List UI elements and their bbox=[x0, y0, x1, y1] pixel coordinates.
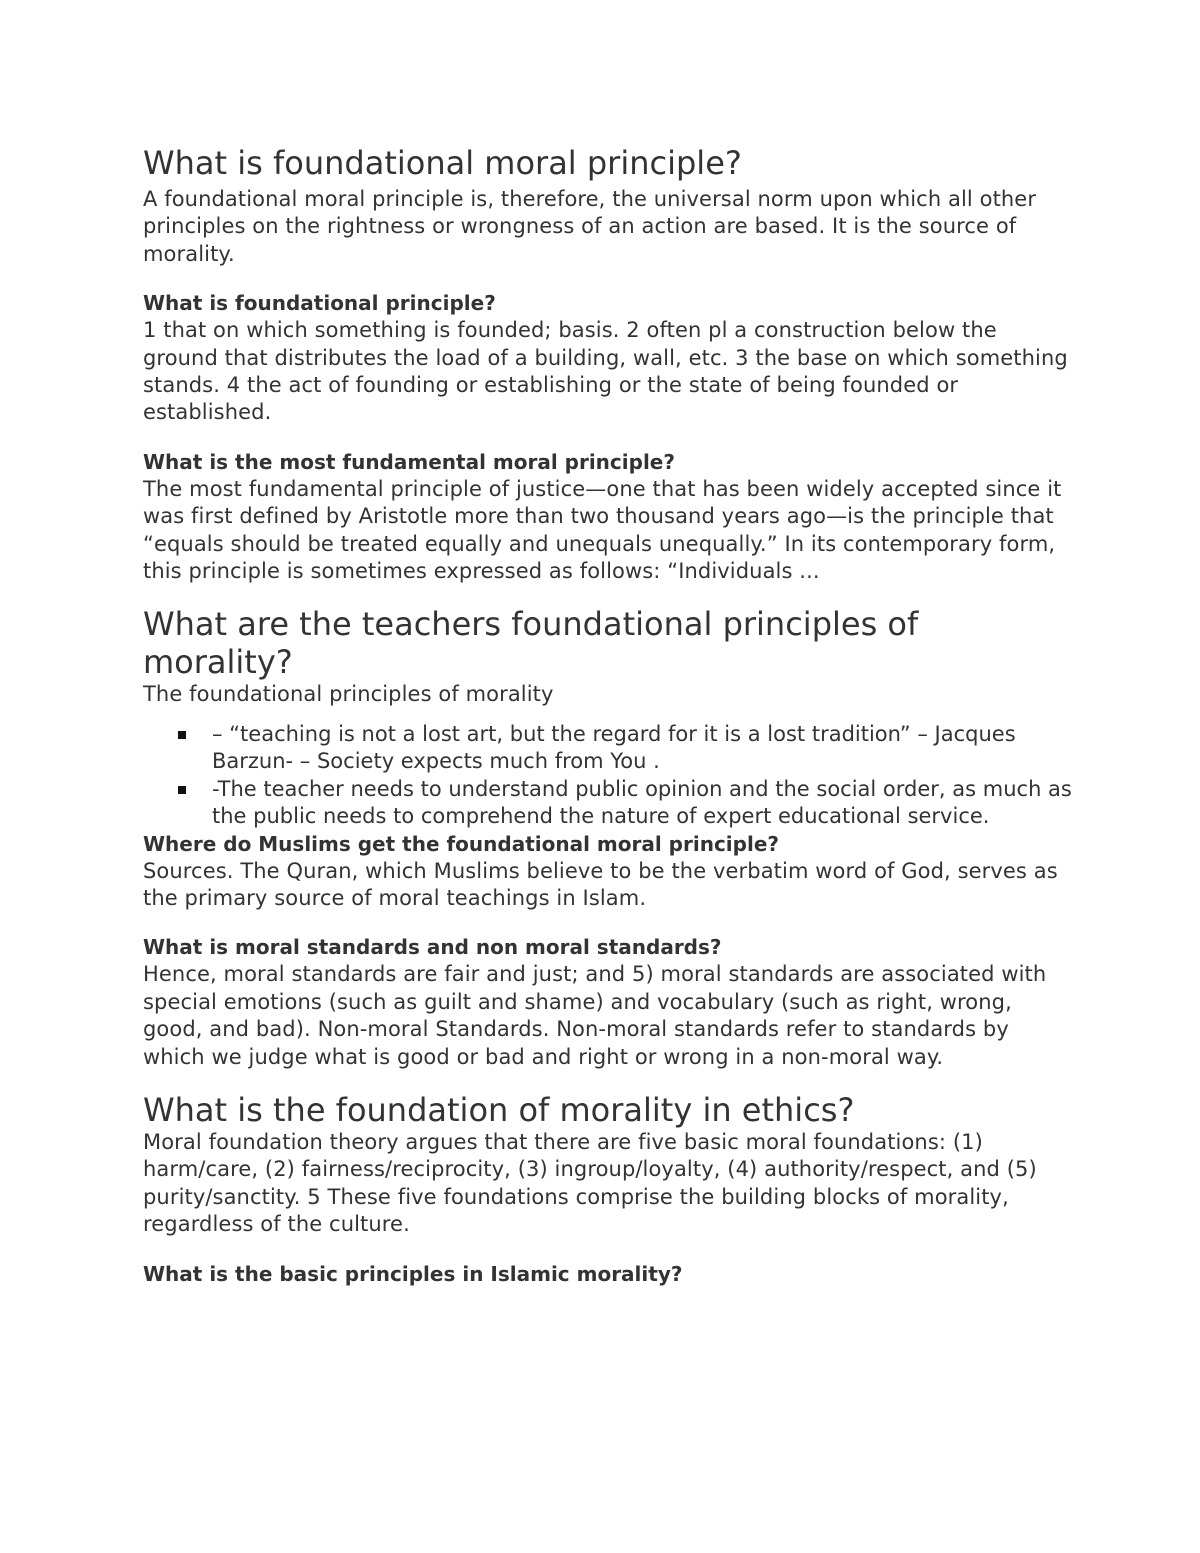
answer-foundation-of-morality-in-ethics: Moral foundation theory argues that there are five basic moral foundations: (1) harm/care, (2) fairness/reciprocity, (3) ingroup/loyalty, (4) authority/respect, and (5) purity/sanctity. 5 These five foundations comprise the building blocks of morality, regardless of the culture. bbox=[143, 1129, 1037, 1237]
list-item-text: – “teaching is not a lost art, but the regard for it is a lost tradition” – Jacques Barzun- – Society expects much from You . bbox=[212, 721, 1016, 774]
answer-foundational-principle: 1 that on which something is founded; basis. 2 often pl a construction below the ground that distributes the load of a building, wall, etc. 3 the base on which something stands. 4 the act of founding or establishing or the state of being founded or established. bbox=[143, 318, 1068, 425]
answer-muslims-foundational-principle: Sources. The Quran, which Muslims believe to be the verbatim word of God, serves as the primary source of moral teachings in Islam. bbox=[143, 858, 1058, 910]
heading-most-fundamental-moral-principle: What is the most fundamental moral principle? bbox=[143, 449, 675, 474]
heading-teachers-foundational-principles: What are the teachers foundational principles of morality? bbox=[143, 605, 919, 682]
answer-foundational-moral-principle: A foundational moral principle is, therefore, the universal norm upon which all other principles on the rightness or wrongness of an action are based. It is the source of morality. bbox=[143, 187, 1037, 266]
answer-most-fundamental-moral-principle: The most fundamental principle of justice—one that has been widely accepted since it was first defined by Aristotle more than two thousand years ago—is the principle that “equals should be treated equally and unequals unequally.” In its contemporary form, this principle is sometimes expressed as follows: “Individuals ... bbox=[143, 476, 1062, 584]
answer-moral-and-non-moral-standards: Hence, moral standards are fair and just; and 5) moral standards are associated with special emotions (such as guilt and shame) and vocabulary (such as right, wrong, good, and bad). Non-moral Standards. Non-moral standards refer to standards by which we judge what is good or bad and right or wrong in a non-moral way. bbox=[143, 962, 1047, 1069]
square-bullet-icon bbox=[178, 731, 186, 739]
heading-foundational-moral-principle: What is foundational moral principle? bbox=[143, 144, 742, 182]
list-item bbox=[143, 721, 1073, 776]
heading-muslims-foundational-principle: Where do Muslims get the foundational moral principle? bbox=[143, 831, 779, 856]
list-item-text: -The teacher needs to understand public opinion and the social order, as much as the public needs to comprehend the nature of expert educational service. bbox=[212, 776, 1072, 829]
heading-foundation-of-morality-in-ethics: What is the foundation of morality in ethics? bbox=[143, 1090, 855, 1129]
heading-moral-and-non-moral-standards: What is moral standards and non moral standards? bbox=[143, 935, 722, 960]
heading-basic-principles-islamic-morality: What is the basic principles in Islamic morality? bbox=[143, 1261, 683, 1286]
list-item bbox=[143, 776, 1073, 831]
square-bullet-icon bbox=[178, 786, 186, 794]
answer-teachers-foundational-principles: The foundational principles of morality bbox=[143, 682, 554, 707]
heading-foundational-principle: What is foundational principle? bbox=[143, 291, 496, 316]
teacher-principles-list bbox=[143, 721, 1073, 831]
document-page bbox=[143, 138, 1073, 1288]
